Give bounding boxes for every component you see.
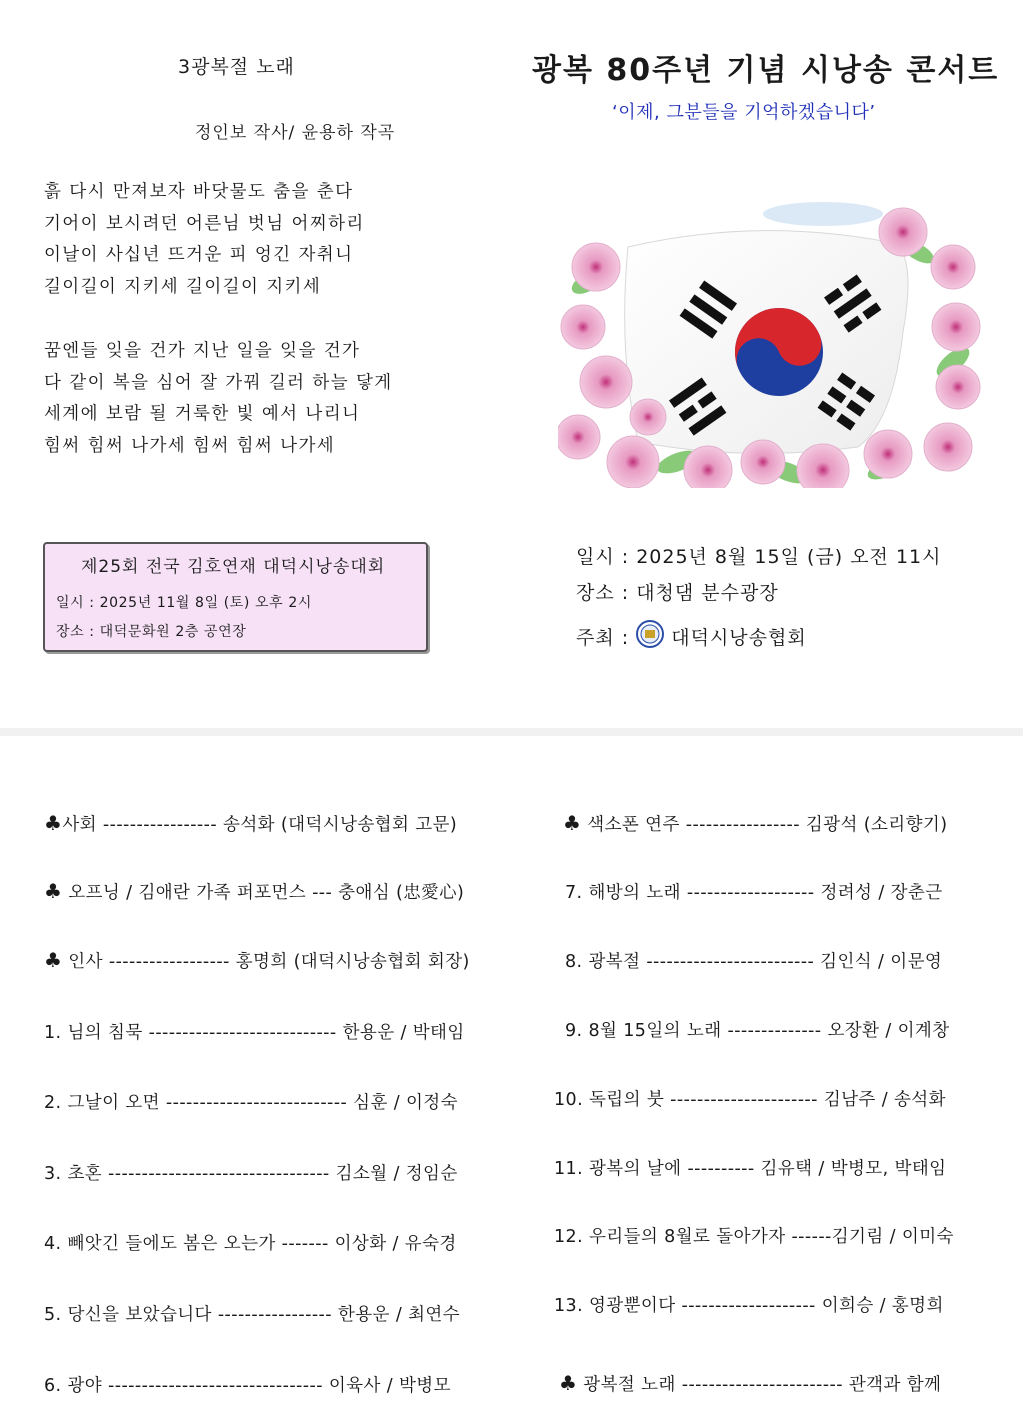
program-item: 10. 독립의 붓 ---------------------- 김남주 / 송석화 bbox=[554, 1090, 946, 1110]
lyric-line: 길이길이 지키세 길이길이 지키세 bbox=[44, 277, 322, 298]
program-item: ♣사회 ----------------- 송석화 (대덕시낭송협회 고문) bbox=[44, 811, 458, 835]
program-list bbox=[0, 736, 1023, 1425]
program-item: ♣ 광복절 노래 ------------------------ 관객과 함께 bbox=[559, 1371, 942, 1395]
program-item: 9. 8월 15일의 노래 -------------- 오장환 / 이계창 bbox=[565, 1021, 950, 1041]
program-item: 3. 초혼 --------------------------------- 김소월 / 정임순 bbox=[44, 1164, 458, 1184]
lyric-line: 다 같이 복을 심어 잘 가꿔 길러 하늘 닿게 bbox=[44, 372, 393, 393]
program-item: 7. 해방의 노래 ------------------- 정려성 / 장춘근 bbox=[565, 883, 943, 903]
host-name: 대덕시낭송협회 bbox=[671, 627, 807, 649]
lyric-line: 기어이 보시려던 어른님 벗님 어찌하리 bbox=[44, 213, 365, 234]
song-title: 3광복절 노래 bbox=[178, 56, 295, 78]
program-item: 8. 광복절 ------------------------- 김인식 / 이문영 bbox=[565, 952, 943, 972]
association-logo-icon bbox=[636, 620, 664, 648]
program-item: ♣ 인사 ------------------ 홍명희 (대덕시낭송협회 회장) bbox=[44, 948, 470, 972]
program-item: 2. 그날이 오면 --------------------------- 심훈 / 이정숙 bbox=[44, 1093, 458, 1113]
club-icon: ♣ bbox=[44, 879, 63, 903]
program-item: 5. 당신을 보았습니다 ----------------- 한용운 / 최연수 bbox=[44, 1305, 460, 1325]
club-icon: ♣ bbox=[44, 811, 63, 835]
club-icon: ♣ bbox=[44, 948, 63, 972]
lyric-line: 힘써 힘써 나가세 힘써 힘써 나가세 bbox=[44, 436, 336, 457]
next-event-date: 일시 : 2025년 11월 8일 (토) 오후 2시 bbox=[56, 595, 312, 611]
program-item: 6. 광야 -------------------------------- 이육사 / 박병모 bbox=[44, 1376, 451, 1396]
lyric-line: 세계에 보람 될 거룩한 빛 예서 나리니 bbox=[44, 404, 361, 425]
concert-place: 장소 : 대청댐 분수광장 bbox=[576, 582, 779, 604]
next-event-place: 장소 : 대덕문화원 2층 공연장 bbox=[56, 624, 247, 640]
concert-host bbox=[576, 620, 807, 650]
lyrics-verse-2 bbox=[44, 336, 393, 463]
section-divider bbox=[0, 728, 1023, 736]
lyric-line: 이날이 사십년 뜨거운 피 엉긴 자취니 bbox=[44, 245, 354, 266]
concert-subtitle: ‘이제, 그분들을 기억하겠습니다’ bbox=[612, 102, 876, 123]
next-event-title: 제25회 전국 김호연재 대덕시낭송대회 bbox=[81, 557, 386, 577]
concert-title: 광복 80주년 기념 시낭송 콘서트 bbox=[532, 53, 1000, 88]
host-label: 주최 : bbox=[576, 627, 630, 649]
lyric-line: 꿈엔들 잊을 건가 지난 일을 잊을 건가 bbox=[44, 341, 361, 361]
program-item: ♣ 오프닝 / 김애란 가족 퍼포먼스 --- 충애심 (忠愛心) bbox=[44, 879, 465, 903]
program-item: 13. 영광뿐이다 -------------------- 이희승 / 홍명희 bbox=[554, 1296, 944, 1316]
concert-date: 일시 : 2025년 8월 15일 (금) 오전 11시 bbox=[576, 546, 942, 568]
club-icon: ♣ bbox=[563, 811, 582, 835]
program-item: 12. 우리들의 8월로 돌아가자 ------김기림 / 이미숙 bbox=[554, 1227, 954, 1247]
next-event-box bbox=[43, 542, 428, 652]
program-item: 11. 광복의 날에 ---------- 김유택 / 박병모, 박태임 bbox=[554, 1159, 947, 1179]
program-item: ♣ 색소폰 연주 ----------------- 김광석 (소리향기) bbox=[563, 811, 948, 835]
taegukgi-hibiscus-illustration bbox=[558, 192, 982, 488]
club-icon: ♣ bbox=[559, 1371, 578, 1395]
lyrics-verse-1 bbox=[44, 177, 365, 304]
lyric-line: 흙 다시 만져보자 바닷물도 춤을 춘다 bbox=[44, 182, 354, 202]
song-credit: 정인보 작사/ 윤용하 작곡 bbox=[195, 123, 396, 143]
program-item: 4. 빼앗긴 들에도 봄은 오는가 ------- 이상화 / 유숙경 bbox=[44, 1234, 457, 1254]
program-item: 1. 님의 침묵 ---------------------------- 한용운 / 박태임 bbox=[44, 1023, 465, 1043]
